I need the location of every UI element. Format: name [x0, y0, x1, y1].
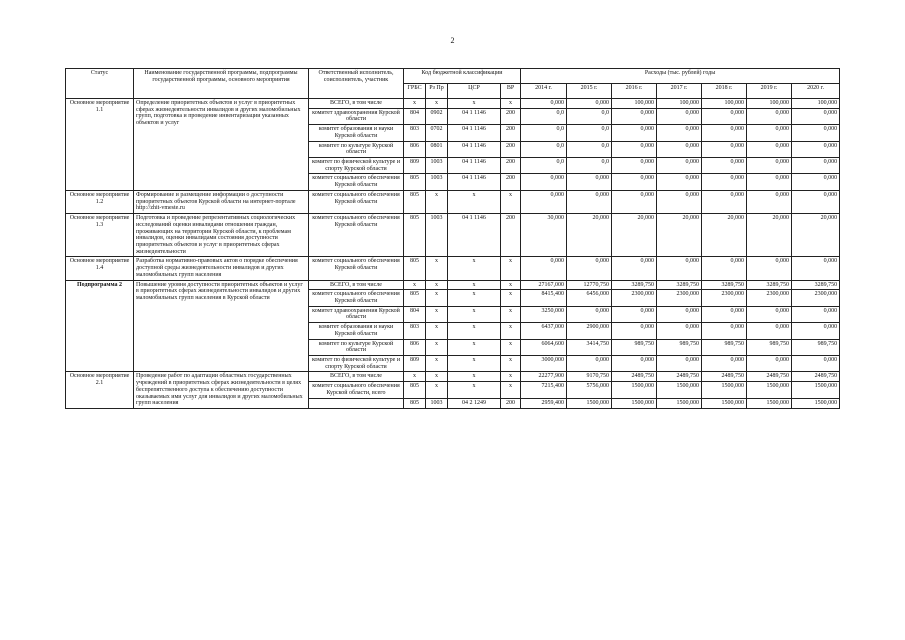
row-status: Основное мероприятие 1.3 [66, 214, 134, 257]
row-executor: комитет здравоохранения Курской области [309, 306, 404, 322]
row-amount: 0,000 [612, 356, 657, 372]
row-code-csr: х [448, 99, 501, 109]
row-amount: 0,000 [612, 108, 657, 124]
header-year: 2019 г. [747, 84, 792, 99]
row-amount: 0,000 [747, 158, 792, 174]
budget-table [65, 68, 840, 409]
row-code-rzpr: 1003 [426, 174, 448, 190]
row-amount: 0,000 [657, 257, 702, 280]
row-amount: 0,000 [567, 306, 612, 322]
row-amount: 27167,000 [521, 280, 567, 290]
row-code-vr: 200 [501, 174, 521, 190]
row-amount: 0,000 [521, 174, 567, 190]
row-amount: 2300,000 [657, 290, 702, 306]
row-status: Основное мероприятие 2.1 [66, 372, 134, 409]
row-amount: 0,000 [792, 356, 840, 372]
row-code-rzpr: 0702 [426, 125, 448, 141]
row-code-rzpr: х [426, 290, 448, 306]
row-amount: 1500,000 [747, 382, 792, 399]
row-code-vr: х [501, 280, 521, 290]
row-code-grbs: х [404, 372, 426, 382]
row-amount: 0,000 [747, 190, 792, 213]
row-code-rzpr: х [426, 306, 448, 322]
row-amount: 2959,400 [521, 399, 567, 409]
row-code-rzpr: 0801 [426, 141, 448, 157]
row-amount: 0,000 [657, 323, 702, 339]
row-name: Разработка нормативно-правовых актов о порядке обеспечения доступной среды жизнедеятельности инвалидов и других маломобильных групп населения [134, 257, 309, 280]
row-amount: 20,000 [612, 214, 657, 257]
row-code-rzpr: х [426, 257, 448, 280]
row-status: Подпрограмма 2 [66, 280, 134, 372]
row-status: Основное мероприятие 1.1 [66, 99, 134, 191]
row-amount: 3289,750 [702, 280, 747, 290]
row-code-vr: х [501, 99, 521, 109]
row-amount: 1500,000 [747, 399, 792, 409]
table-row [66, 372, 840, 382]
row-code-grbs: 805 [404, 399, 426, 409]
row-amount: 0,000 [702, 174, 747, 190]
row-code-rzpr: х [426, 372, 448, 382]
row-amount: 9170,750 [567, 372, 612, 382]
header-code-grbs: ГРБС [404, 84, 426, 99]
row-code-vr: х [501, 356, 521, 372]
row-executor: комитет здравоохранения Курской области [309, 108, 404, 124]
row-amount: 8415,400 [521, 290, 567, 306]
row-code-csr: х [448, 257, 501, 280]
row-amount: 0,000 [792, 190, 840, 213]
row-code-csr: 04 1 1146 [448, 214, 501, 257]
row-amount: 0,000 [657, 158, 702, 174]
header-year: 2016 г. [612, 84, 657, 99]
header-year: 2015 г. [567, 84, 612, 99]
row-code-rzpr: х [426, 339, 448, 355]
row-amount: 1500,000 [567, 399, 612, 409]
row-executor: комитет по культуре Курской области [309, 339, 404, 355]
row-amount: 20,000 [792, 214, 840, 257]
row-amount: 1500,000 [702, 399, 747, 409]
row-code-vr: х [501, 190, 521, 213]
row-amount: 0,000 [612, 125, 657, 141]
row-amount: 0,000 [657, 141, 702, 157]
row-amount: 0,0 [567, 141, 612, 157]
row-code-csr: х [448, 280, 501, 290]
header-year: 2020 г. [792, 84, 840, 99]
row-code-grbs: 804 [404, 306, 426, 322]
row-amount: 6456,000 [567, 290, 612, 306]
row-amount: 100,000 [657, 99, 702, 109]
row-executor: комитет по культуре Курской области [309, 141, 404, 157]
row-amount: 2489,750 [702, 372, 747, 382]
row-amount: 2489,750 [792, 372, 840, 382]
row-code-rzpr: 1003 [426, 399, 448, 409]
row-code-grbs: 805 [404, 174, 426, 190]
header-executor: Ответственный исполнитель, соисполнитель, участник [309, 69, 404, 99]
row-amount: 2300,000 [612, 290, 657, 306]
row-amount: 0,0 [521, 141, 567, 157]
row-executor: комитет социального обеспечения Курской области [309, 257, 404, 280]
row-amount: 22277,900 [521, 372, 567, 382]
row-executor: комитет образования и науки Курской области [309, 125, 404, 141]
header-code-rzpr: Рз Пр [426, 84, 448, 99]
row-code-vr: х [501, 257, 521, 280]
row-amount: 100,000 [702, 99, 747, 109]
row-amount: 0,000 [521, 190, 567, 213]
row-code-csr: х [448, 190, 501, 213]
row-code-csr: 04 1 1146 [448, 174, 501, 190]
row-amount: 3250,000 [521, 306, 567, 322]
row-amount: 0,000 [612, 190, 657, 213]
row-amount: 3289,750 [792, 280, 840, 290]
row-amount: 0,000 [657, 306, 702, 322]
row-name: Подготовка и проведение репрезентативных социологических исследований оценки инвалидами отношения граждан, проживающих на территории Курской области, к проблемам инвалидов, оценки инвалидами состояния доступности приоритетных объектов и услуг в приоритетных сферах жизнедеятельности [134, 214, 309, 257]
row-amount: 0,000 [657, 108, 702, 124]
row-amount: 0,000 [612, 174, 657, 190]
row-amount: 0,000 [567, 99, 612, 109]
row-amount: 0,000 [521, 257, 567, 280]
header-code-vr: ВР [501, 84, 521, 99]
row-amount: 0,000 [792, 174, 840, 190]
row-amount: 0,000 [612, 141, 657, 157]
row-code-rzpr: х [426, 190, 448, 213]
row-amount: 0,000 [567, 174, 612, 190]
row-executor: комитет социального обеспечения Курской области [309, 214, 404, 257]
row-executor: ВСЕГО, в том числе [309, 372, 404, 382]
row-executor: комитет социального обеспечения Курской области [309, 190, 404, 213]
row-amount: 20,000 [702, 214, 747, 257]
row-name: Повышение уровня доступности приоритетных объектов и услуг в приоритетных сферах жизнедеятельности инвалидов и других маломобильных групп населения в Курской области [134, 280, 309, 372]
row-amount: 1500,000 [657, 399, 702, 409]
row-name: Определение приоритетных объектов и услуг в приоритетных сферах жизнедеятельности инвалидов и других маломобильных групп, подготовка и проведение инвентаризации указанных объектов и услуг [134, 99, 309, 191]
row-code-rzpr: х [426, 280, 448, 290]
row-amount: 0,000 [521, 99, 567, 109]
row-amount: 0,000 [792, 158, 840, 174]
row-amount: 0,000 [747, 108, 792, 124]
row-code-grbs: 804 [404, 108, 426, 124]
row-code-vr: 200 [501, 141, 521, 157]
row-code-vr: 200 [501, 214, 521, 257]
row-code-vr: х [501, 323, 521, 339]
row-amount: 0,000 [792, 125, 840, 141]
row-code-csr: х [448, 356, 501, 372]
row-code-csr: 04 1 1146 [448, 125, 501, 141]
row-amount: 0,000 [702, 323, 747, 339]
header-spend-group: Расходы (тыс. рублей) годы [521, 69, 840, 84]
row-status: Основное мероприятие 1.2 [66, 190, 134, 213]
row-amount: 20,000 [657, 214, 702, 257]
row-code-grbs: х [404, 280, 426, 290]
row-amount: 0,000 [612, 158, 657, 174]
row-amount: 2300,000 [747, 290, 792, 306]
row-code-vr: х [501, 382, 521, 399]
row-amount: 0,0 [567, 125, 612, 141]
row-code-vr: 200 [501, 125, 521, 141]
row-amount: 5756,000 [567, 382, 612, 399]
header-row-1 [66, 69, 840, 84]
row-code-csr: х [448, 339, 501, 355]
row-amount: 100,000 [612, 99, 657, 109]
row-amount: 100,000 [747, 99, 792, 109]
header-year: 2018 г. [702, 84, 747, 99]
row-amount: 0,000 [747, 323, 792, 339]
row-code-grbs: 806 [404, 141, 426, 157]
row-code-grbs: 806 [404, 339, 426, 355]
row-amount: 2900,000 [567, 323, 612, 339]
row-amount: 0,000 [792, 141, 840, 157]
page-number: 2 [450, 36, 455, 45]
row-status: Основное мероприятие 1.4 [66, 257, 134, 280]
row-code-rzpr: 1003 [426, 158, 448, 174]
row-code-csr: х [448, 382, 501, 399]
row-amount: 0,000 [657, 174, 702, 190]
row-code-vr: 200 [501, 399, 521, 409]
table-row [66, 190, 840, 213]
row-code-rzpr: 1003 [426, 214, 448, 257]
row-code-csr: х [448, 372, 501, 382]
row-code-grbs: 805 [404, 290, 426, 306]
row-executor: ВСЕГО, в том числе [309, 280, 404, 290]
row-amount: 0,000 [747, 356, 792, 372]
row-executor: комитет образования и науки Курской области [309, 323, 404, 339]
row-amount: 0,000 [747, 141, 792, 157]
row-amount: 1500,000 [702, 382, 747, 399]
row-code-rzpr: х [426, 99, 448, 109]
row-executor: комитет социального обеспечения Курской области, всего [309, 382, 404, 399]
row-amount: 0,000 [702, 306, 747, 322]
row-amount: 0,0 [567, 158, 612, 174]
row-executor: комитет социального обеспечения Курской области [309, 174, 404, 190]
row-amount: 12770,750 [567, 280, 612, 290]
row-amount: 3289,750 [657, 280, 702, 290]
row-executor: комитет по физической культуре и спорту Курской области [309, 356, 404, 372]
row-code-vr: х [501, 306, 521, 322]
row-name: Формирование и размещение информации о доступности приоритетных объектов Курской области на интернет-портале http://zhit-vmeste.ru [134, 190, 309, 213]
row-code-vr: х [501, 290, 521, 306]
row-amount: 3289,750 [612, 280, 657, 290]
header-name: Наименование государственной программы, подпрограммы государственной программы, основного мероприятия [134, 69, 309, 99]
row-code-grbs: х [404, 99, 426, 109]
row-code-rzpr: 0902 [426, 108, 448, 124]
row-code-grbs: 805 [404, 190, 426, 213]
row-amount: 0,000 [792, 108, 840, 124]
row-code-grbs: 805 [404, 214, 426, 257]
row-amount: 30,000 [521, 214, 567, 257]
row-code-csr: 04 2 1249 [448, 399, 501, 409]
header-codes-group: Код бюджетной классификации [404, 69, 521, 84]
row-code-grbs: 809 [404, 158, 426, 174]
row-executor: комитет социального обеспечения Курской области [309, 290, 404, 306]
row-code-csr: х [448, 290, 501, 306]
row-amount: 0,000 [657, 125, 702, 141]
row-code-grbs: 803 [404, 125, 426, 141]
row-amount: 0,0 [521, 108, 567, 124]
row-code-rzpr: х [426, 356, 448, 372]
header-code-csr: ЦСР [448, 84, 501, 99]
row-amount: 989,750 [612, 339, 657, 355]
row-amount: 0,000 [702, 158, 747, 174]
row-code-rzpr: х [426, 382, 448, 399]
row-amount: 1500,000 [792, 382, 840, 399]
row-amount: 0,000 [567, 190, 612, 213]
row-amount: 989,750 [747, 339, 792, 355]
row-amount: 0,000 [702, 125, 747, 141]
row-amount: 0,000 [567, 257, 612, 280]
row-amount: 0,000 [702, 257, 747, 280]
row-amount: 0,0 [567, 108, 612, 124]
header-status: Статус [66, 69, 134, 99]
row-amount: 0,000 [747, 174, 792, 190]
row-code-grbs: 809 [404, 356, 426, 372]
row-amount: 0,000 [657, 190, 702, 213]
row-amount: 0,000 [747, 257, 792, 280]
row-code-csr: х [448, 306, 501, 322]
row-code-csr: 04 1 1146 [448, 108, 501, 124]
row-amount: 0,0 [521, 125, 567, 141]
row-amount: 20,000 [567, 214, 612, 257]
row-amount: 2489,750 [657, 372, 702, 382]
row-amount: 989,750 [702, 339, 747, 355]
row-amount: 3289,750 [747, 280, 792, 290]
row-amount: 1500,000 [612, 382, 657, 399]
row-code-grbs: 805 [404, 382, 426, 399]
row-amount: 0,000 [702, 108, 747, 124]
row-amount: 1500,000 [657, 382, 702, 399]
row-code-csr: 04 1 1146 [448, 141, 501, 157]
row-amount: 989,750 [792, 339, 840, 355]
row-amount: 0,000 [747, 125, 792, 141]
row-executor: комитет по физической культуре и спорту Курской области [309, 158, 404, 174]
row-code-csr: 04 1 1146 [448, 158, 501, 174]
row-amount: 0,000 [612, 323, 657, 339]
row-code-csr: х [448, 323, 501, 339]
row-code-vr: 200 [501, 158, 521, 174]
row-code-rzpr: х [426, 323, 448, 339]
row-executor [309, 399, 404, 409]
row-code-grbs: 803 [404, 323, 426, 339]
row-amount: 0,000 [702, 190, 747, 213]
row-amount: 0,000 [702, 141, 747, 157]
row-code-grbs: 805 [404, 257, 426, 280]
row-amount: 2300,000 [702, 290, 747, 306]
row-amount: 989,750 [657, 339, 702, 355]
header-year: 2014 г. [521, 84, 567, 99]
table-row [66, 280, 840, 290]
row-amount: 0,000 [657, 356, 702, 372]
row-code-vr: х [501, 372, 521, 382]
row-amount: 100,000 [792, 99, 840, 109]
row-amount: 6064,600 [521, 339, 567, 355]
row-amount: 0,000 [612, 257, 657, 280]
row-amount: 2489,750 [747, 372, 792, 382]
table-row [66, 214, 840, 257]
row-amount: 0,0 [521, 158, 567, 174]
row-amount: 2489,750 [612, 372, 657, 382]
row-amount: 1500,000 [612, 399, 657, 409]
row-amount: 0,000 [792, 323, 840, 339]
row-amount: 0,000 [747, 306, 792, 322]
row-amount: 0,000 [792, 257, 840, 280]
row-amount: 0,000 [612, 306, 657, 322]
row-amount: 0,000 [702, 356, 747, 372]
row-name: Проведение работ по адаптации областных государственных учреждений в приоритетных сферах жизнедеятельности в целях беспрепятственного доступа к обеспечению доступности оказываемых ими услуг для инвалидов и других маломобильных групп населения [134, 372, 309, 409]
row-amount: 0,000 [567, 356, 612, 372]
header-year: 2017 г. [657, 84, 702, 99]
row-amount: 3000,000 [521, 356, 567, 372]
row-amount: 20,000 [747, 214, 792, 257]
row-executor: ВСЕГО, в том числе [309, 99, 404, 109]
row-code-vr: х [501, 339, 521, 355]
row-amount: 2300,000 [792, 290, 840, 306]
row-amount: 0,000 [792, 306, 840, 322]
table-row [66, 257, 840, 280]
row-amount: 7215,400 [521, 382, 567, 399]
row-amount: 1500,000 [792, 399, 840, 409]
row-code-vr: 200 [501, 108, 521, 124]
table-row [66, 99, 840, 109]
row-amount: 3414,750 [567, 339, 612, 355]
row-amount: 6437,000 [521, 323, 567, 339]
